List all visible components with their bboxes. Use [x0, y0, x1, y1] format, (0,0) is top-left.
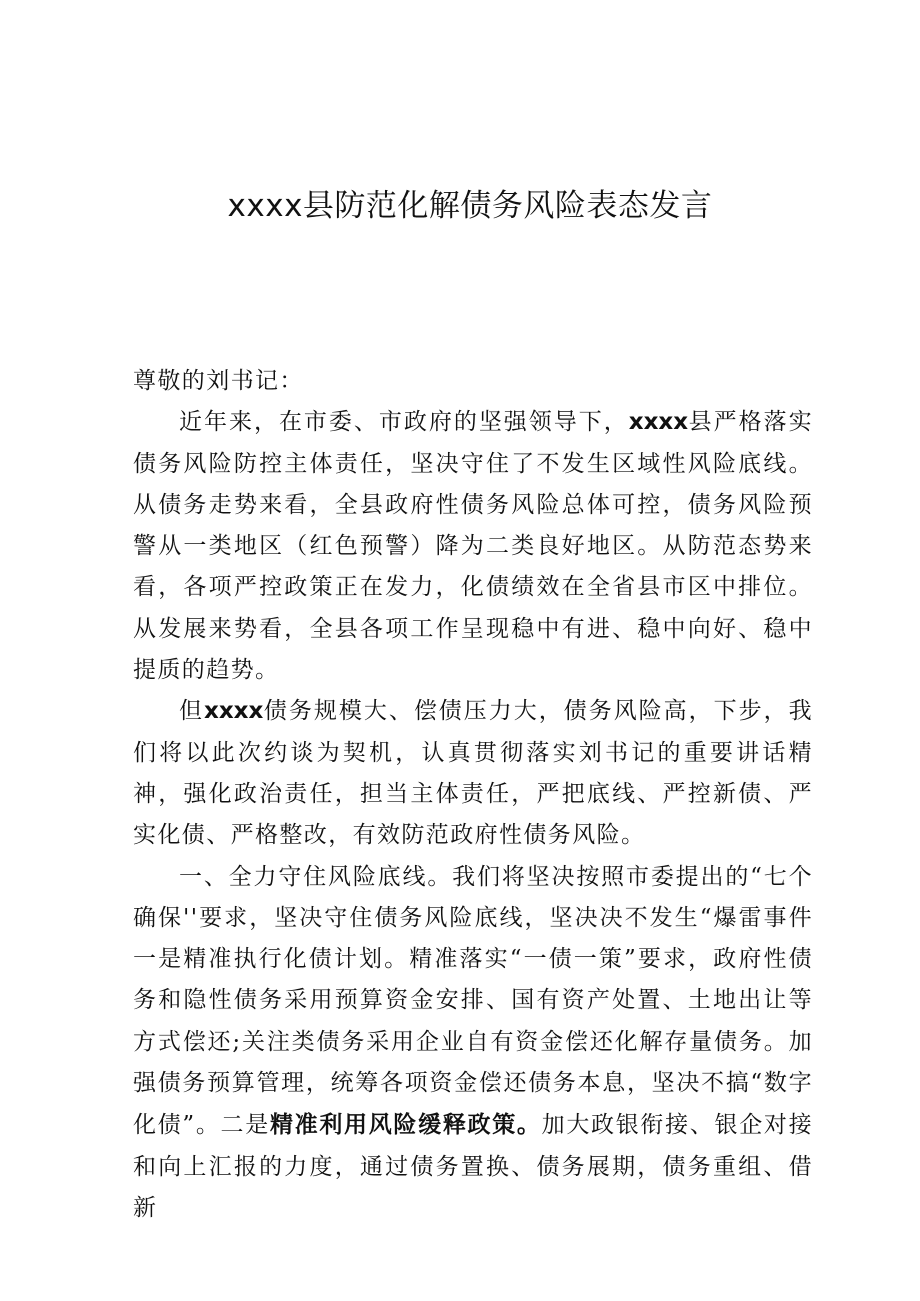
paragraph-3-text-a: 一、全力守住风险底线。我们将坚决按照市委提出的“七个确保''要求，坚决守住债务风险底线，坚决决不发生“爆雷事件一是精准执行化债计划。精准落实“一债一策”要求，政府性债务和隐性债务采用预算资金安排、国有资产处置、土地出让等方式偿还;关注类债务采用企业自有资金偿还化解存量债务。加强债务预算管理，统筹各项资金偿还债务本息，坚决不搞“数字化债”。二是 — [133, 863, 813, 1139]
county-code: xxxx — [203, 698, 264, 725]
paragraph-3-text-b: 加大政银衔接、银企对接和向上汇报的力度，通过债务置换、债务展期，债务重组、借新 — [133, 1112, 813, 1221]
paragraph-2-text-b: 债务规模大、偿债压力大，债务风险高，下步，我们将以此次约谈为契机，认真贯彻落实刘书记的重要讲话精神，强化政治责任，担当主体责任，严把底线、严控新债、严实化债、严格整改，有效防范政府性债务风险。 — [133, 698, 813, 849]
paragraph-1-text-a: 近年来，在市委、市政府的坚强领导下， — [179, 409, 629, 436]
paragraph-3 — [133, 857, 813, 1230]
document-title: xxxx县防范化解债务风险表态发言 — [227, 188, 713, 224]
salutation: 尊敬的刘书记： — [133, 368, 304, 394]
county-code: xxxx — [628, 409, 689, 436]
paragraph-1 — [133, 402, 813, 691]
paragraph-2 — [133, 691, 813, 856]
paragraph-2-text-a: 但 — [179, 698, 204, 725]
document-body — [133, 361, 813, 1229]
paragraph-3-emphasis: 精准利用风险缓释政策。 — [269, 1111, 542, 1139]
paragraph-1-text-b: 县严格落实债务风险防控主体责任，坚决守住了不发生区域性风险底线。从债务走势来看，全县政府性债务风险总体可控，债务风险预警从一类地区（红色预警）降为二类良好地区。从防范态势来看，各项严控政策正在发力，化债绩效在全省县市区中排位。从发展来势看，全县各项工作呈现稳中有进、稳中向好、稳中提质的趋势。 — [133, 409, 814, 684]
